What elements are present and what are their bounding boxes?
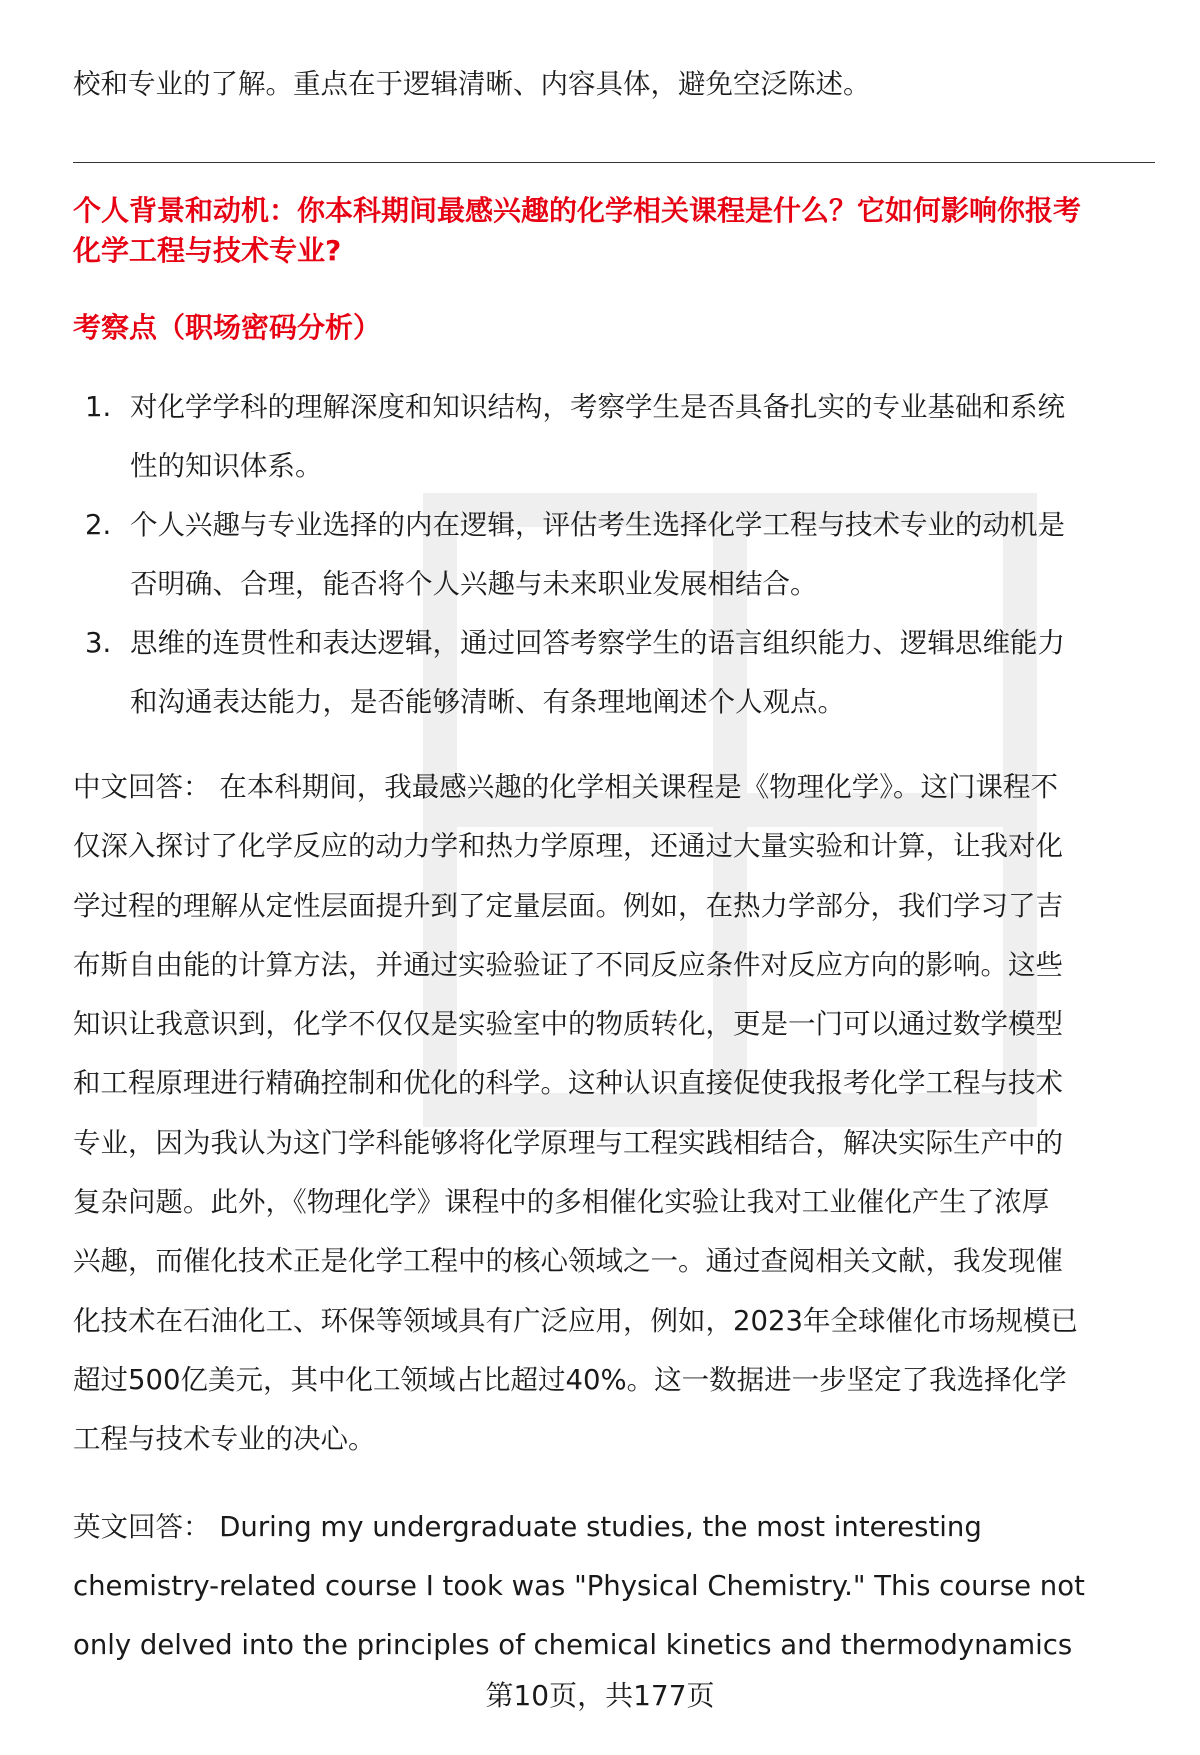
answer-line: 复杂问题。此外，《物理化学》课程中的多相催化实验让我对工业催化产生了浓厚 bbox=[73, 1186, 1050, 1219]
question-line: 化学工程与技术专业? bbox=[73, 234, 342, 267]
list-line: 性的知识体系。 bbox=[130, 450, 323, 482]
answer-line: 工程与技术专业的决心。 bbox=[73, 1423, 376, 1456]
answer-line: 化技术在石油化工、环保等领域具有广泛应用，例如，2023年全球催化市场规模已 bbox=[73, 1304, 1078, 1337]
answer-line: 超过500亿美元，其中化工领域占比超过40%。这一数据进一步坚定了我选择化学 bbox=[73, 1363, 1067, 1396]
list-line: 个人兴趣与专业选择的内在逻辑，评估考生选择化学工程与技术专业的动机是 bbox=[130, 509, 1065, 541]
section-divider bbox=[73, 162, 1155, 163]
list-number: 1. bbox=[85, 391, 112, 423]
answer-line: 专业，因为我认为这门学科能够将化学原理与工程实践相结合，解决实际生产中的 bbox=[73, 1126, 1063, 1159]
answer-line: 兴趣，而催化技术正是化学工程中的核心领域之一。通过查阅相关文献，我发现催 bbox=[73, 1245, 1063, 1278]
answer-line: 和工程原理进行精确控制和优化的科学。这种认识直接促使我报考化学工程与技术 bbox=[73, 1067, 1063, 1100]
page-footer: 第10页，共177页 bbox=[485, 1679, 715, 1712]
question-line: 个人背景和动机：你本科期间最感兴趣的化学相关课程是什么？它如何影响你报考 bbox=[73, 194, 1082, 227]
list-number: 2. bbox=[85, 509, 112, 541]
chinese-answer bbox=[73, 758, 1173, 1470]
answer-line: 仅深入探讨了化学反应的动力学和热力学原理，还通过大量实验和计算，让我对化 bbox=[73, 830, 1063, 863]
answer-line: 中文回答： 在本科期间，我最感兴趣的化学相关课程是《物理化学》。这门课程不 bbox=[73, 771, 1058, 803]
answer-line: 知识让我意识到，化学不仅仅是实验室中的物质转化，更是一门可以通过数学模型 bbox=[73, 1008, 1063, 1041]
lead-paragraph: 校和专业的了解。重点在于逻辑清晰、内容具体，避免空泛陈述。 bbox=[73, 68, 871, 100]
answer-line: only delved into the principles of chemical kinetics and thermodynamics bbox=[73, 1629, 1073, 1661]
list-line: 否明确、合理，能否将个人兴趣与未来职业发展相结合。 bbox=[130, 568, 818, 600]
list-line: 对化学学科的理解深度和知识结构，考察学生是否具备扎实的专业基础和系统 bbox=[130, 391, 1065, 423]
question-heading bbox=[73, 191, 1163, 271]
answer-line: chemistry-related course I took was "Physical Chemistry." This course not bbox=[73, 1570, 1085, 1602]
section-title: 考察点（职场密码分析） bbox=[73, 311, 382, 344]
list-item bbox=[73, 378, 1163, 496]
list-line: 和沟通表达能力，是否能够清晰、有条理地阐述个人观点。 bbox=[130, 686, 845, 718]
list-line: 思维的连贯性和表达逻辑，通过回答考察学生的语言组织能力、逻辑思维能力 bbox=[130, 627, 1065, 659]
list-item bbox=[73, 496, 1163, 614]
list-number: 3. bbox=[85, 627, 112, 659]
english-answer bbox=[73, 1498, 1173, 1675]
answer-line: 布斯自由能的计算方法，并通过实验验证了不同反应条件对反应方向的影响。这些 bbox=[73, 948, 1063, 981]
assessment-list bbox=[73, 378, 1163, 732]
list-item bbox=[73, 614, 1163, 732]
answer-line: 英文回答： During my undergraduate studies, the most interesting bbox=[73, 1511, 982, 1543]
answer-line: 学过程的理解从定性层面提升到了定量层面。例如，在热力学部分，我们学习了吉 bbox=[73, 889, 1063, 922]
